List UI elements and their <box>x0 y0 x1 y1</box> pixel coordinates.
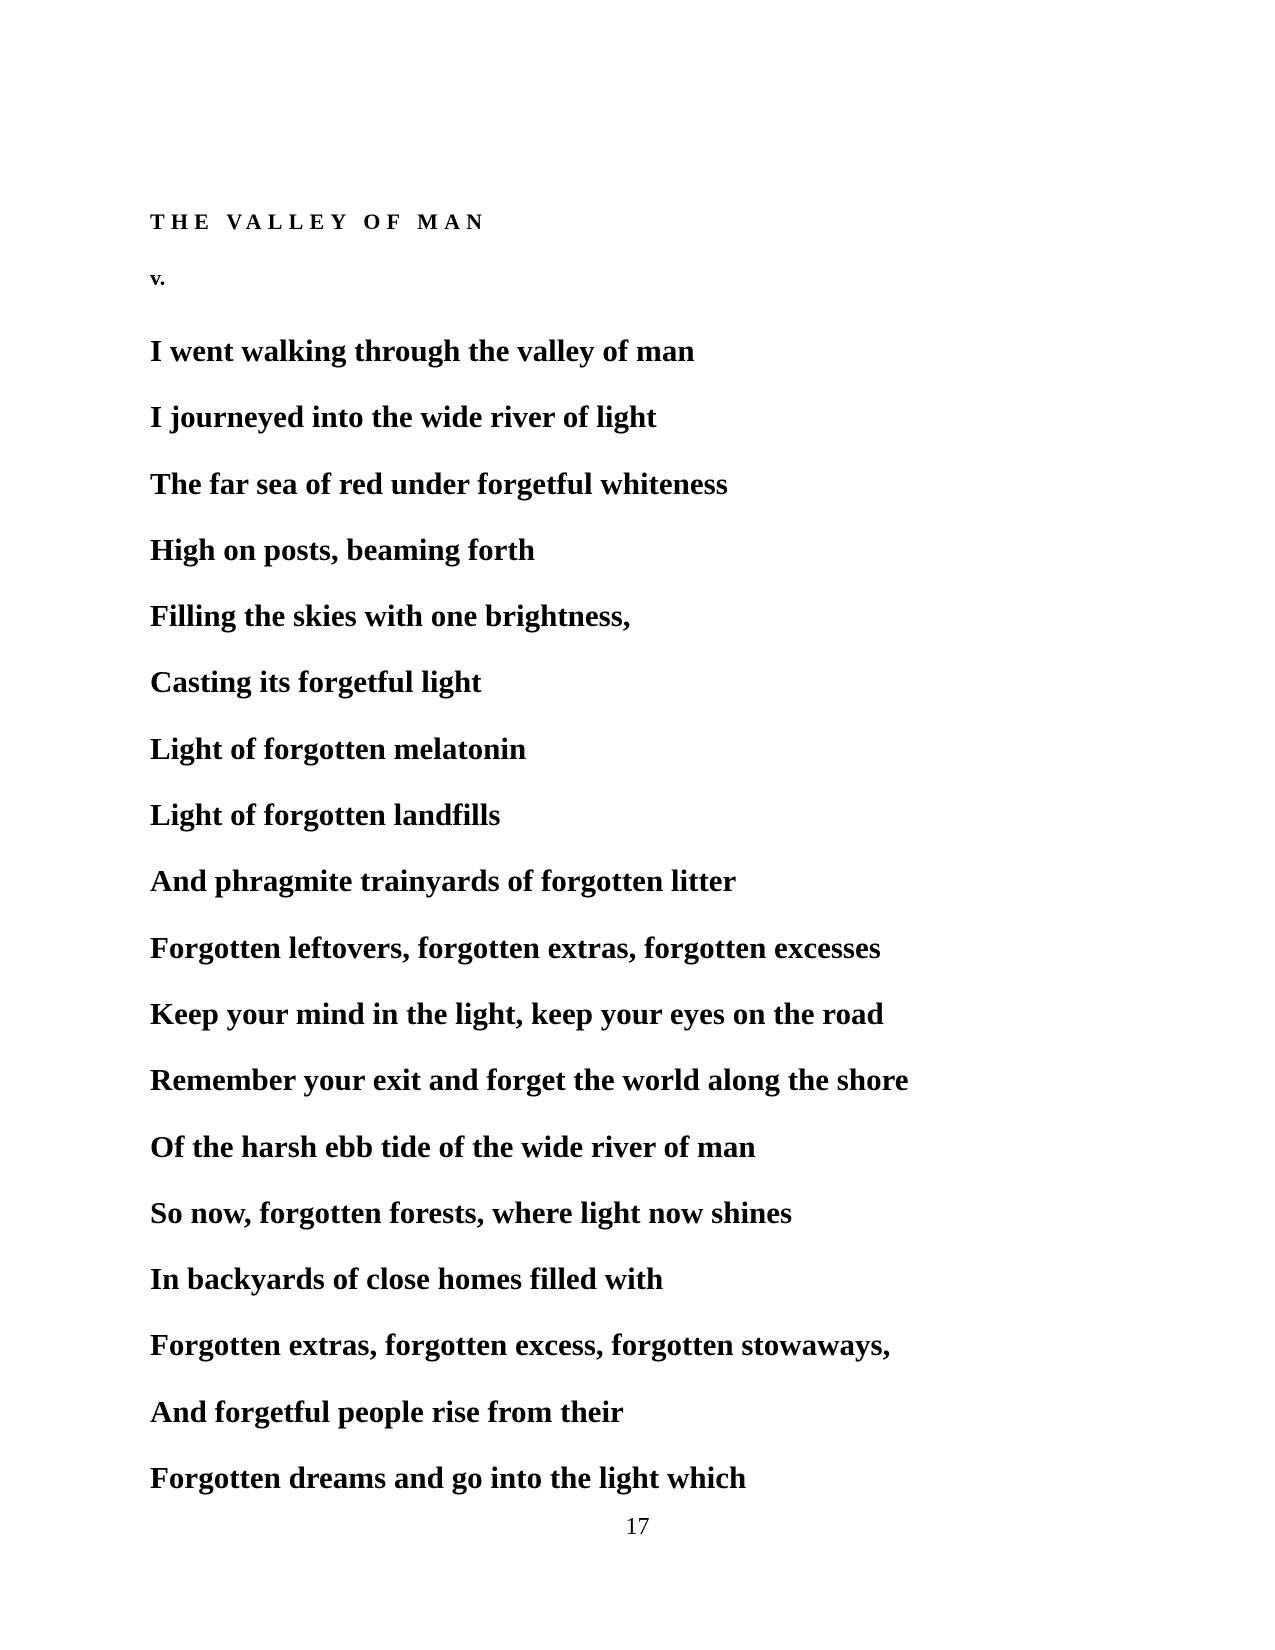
poem-line: Forgotten leftovers, forgotten extras, forgotten excesses <box>150 929 881 965</box>
poem-line: So now, forgotten forests, where light now shines <box>150 1194 793 1230</box>
poem-line: High on posts, beaming forth <box>150 531 535 567</box>
poem-line: And forgetful people rise from their <box>150 1393 624 1429</box>
poem-line: The far sea of red under forgetful whiteness <box>150 465 728 501</box>
poem-line: Forgotten dreams and go into the light which <box>150 1460 747 1496</box>
poem-line: Light of forgotten landfills <box>150 797 501 833</box>
poem-line: Casting its forgetful light <box>150 664 482 700</box>
poem-line: Remember your exit and forget the world along the shore <box>150 1062 909 1098</box>
page-number: 17 <box>625 1514 650 1540</box>
poem-line: Keep your mind in the light, keep your eyes on the road <box>150 995 884 1031</box>
poem-line: I went walking through the valley of man <box>150 333 695 368</box>
poem-title: THE VALLEY OF MAN <box>150 209 489 234</box>
poem-line: Forgotten extras, forgotten excess, forgotten stowaways, <box>150 1327 891 1363</box>
poem-line: Of the harsh ebb tide of the wide river of man <box>150 1128 756 1164</box>
section-number: v. <box>150 265 166 290</box>
poem-line: Light of forgotten melatonin <box>150 730 527 766</box>
poem-line: In backyards of close homes filled with <box>150 1261 664 1297</box>
poem-line: And phragmite trainyards of forgotten litter <box>150 863 737 899</box>
poem-line: I journeyed into the wide river of light <box>150 399 657 435</box>
poem-line: Filling the skies with one brightness, <box>150 598 631 634</box>
poem-body <box>150 318 909 1511</box>
